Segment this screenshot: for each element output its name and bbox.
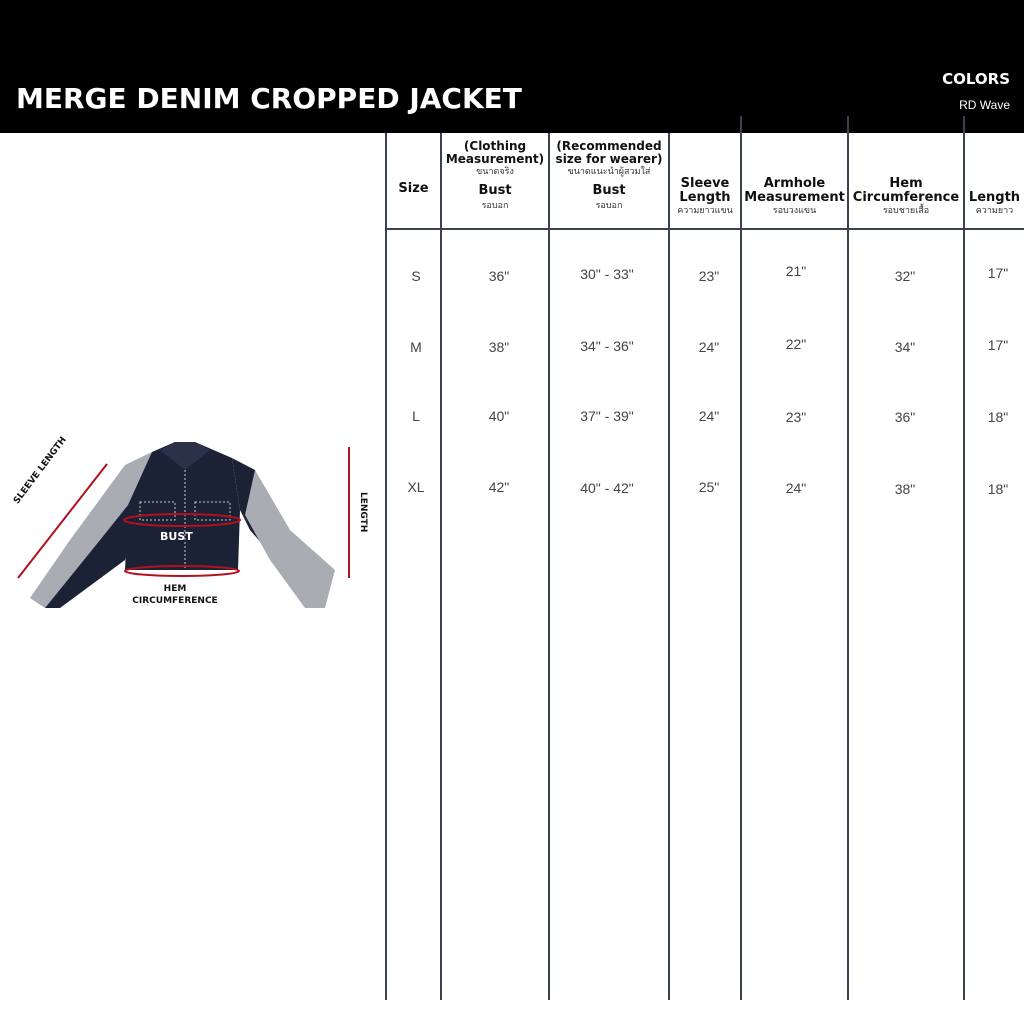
hem-circumference-label: HEM CIRCUMFERENCE (132, 584, 218, 606)
cell-size: S (411, 268, 421, 284)
col-header-note-thai: ขนาดแนะนำผู้สวมใส่ (567, 167, 651, 177)
cell-clothing-bust: 36" (488, 268, 510, 284)
cell-hem: 36" (894, 409, 916, 425)
cell-hem: 34" (894, 339, 916, 355)
col-header-thai: รอบอก (481, 201, 509, 211)
col-header-label: Bust (592, 183, 626, 198)
col-header-thai: รอบชายเสื้อ (882, 206, 930, 216)
col-header-thai: รอบอก (595, 201, 623, 211)
cell-hem: 32" (894, 268, 916, 284)
cell-recommended-bust: 34" - 36" (580, 338, 634, 354)
grid-line (847, 116, 849, 1000)
col-header-size (387, 182, 440, 196)
length-label: LENGTH (358, 492, 368, 533)
col-header-thai: ความยาวแขน (677, 206, 733, 216)
colors-label: COLORS (942, 70, 1010, 88)
col-header-clothing-bust (442, 140, 548, 212)
col-header-label: Bust (478, 183, 512, 198)
cell-armhole: 24" (785, 480, 807, 496)
cell-hem: 38" (894, 481, 916, 497)
cell-length: 18" (987, 409, 1009, 425)
grid-line (440, 133, 442, 1000)
grid-line (668, 133, 670, 1000)
cell-sleeve-length: 24" (698, 339, 720, 355)
col-header-armhole (742, 177, 847, 217)
cell-sleeve-length: 24" (698, 408, 720, 424)
bust-label: BUST (160, 530, 193, 543)
grid-line (548, 133, 550, 1000)
col-header-label: Hem Circumference (852, 176, 960, 205)
cell-clothing-bust: 40" (488, 408, 510, 424)
page-title: MERGE DENIM CROPPED JACKET (16, 82, 522, 115)
cell-sleeve-length: 25" (698, 479, 720, 495)
cell-recommended-bust: 40" - 42" (580, 480, 634, 496)
cell-length: 17" (987, 337, 1009, 353)
cell-armhole: 23" (785, 409, 807, 425)
sleeve-length-label: SLEEVE LENGTH (12, 435, 69, 507)
col-header-thai: ความยาว (975, 206, 1014, 216)
cell-size: M (410, 339, 422, 355)
grid-line (740, 116, 742, 1000)
cell-length: 18" (987, 481, 1009, 497)
col-header-note-thai: ขนาดจริง (476, 167, 514, 177)
right-sleeve (245, 470, 335, 608)
cell-clothing-bust: 38" (488, 339, 510, 355)
cell-sleeve-length: 23" (698, 268, 720, 284)
col-header-note: (Clothing Measurement) (445, 139, 545, 166)
col-header-hem (849, 177, 963, 217)
cell-length: 17" (987, 265, 1009, 281)
cell-armhole: 21" (785, 263, 807, 279)
cell-recommended-bust: 37" - 39" (580, 408, 634, 424)
col-header-label: Armhole Measurement (744, 176, 845, 205)
col-header-label: Sleeve Length (679, 176, 731, 205)
grid-line (385, 133, 387, 1000)
header-divider (385, 228, 1024, 230)
col-header-sleeve-length (670, 177, 740, 217)
col-header-thai: รอบวงแขน (772, 206, 817, 216)
col-header-length (965, 191, 1024, 217)
col-header-label: Length (968, 190, 1021, 205)
col-header-note: (Recommended size for wearer) (555, 139, 663, 166)
colors-value: RD Wave (959, 98, 1010, 112)
cell-clothing-bust: 42" (488, 479, 510, 495)
col-header-recommended-bust (550, 140, 668, 212)
cell-size: L (412, 408, 420, 424)
grid-line (963, 116, 965, 1000)
cell-size: XL (407, 479, 425, 495)
cell-armhole: 22" (785, 336, 807, 352)
col-header-label: Size (398, 181, 429, 196)
cell-recommended-bust: 30" - 33" (580, 266, 634, 282)
